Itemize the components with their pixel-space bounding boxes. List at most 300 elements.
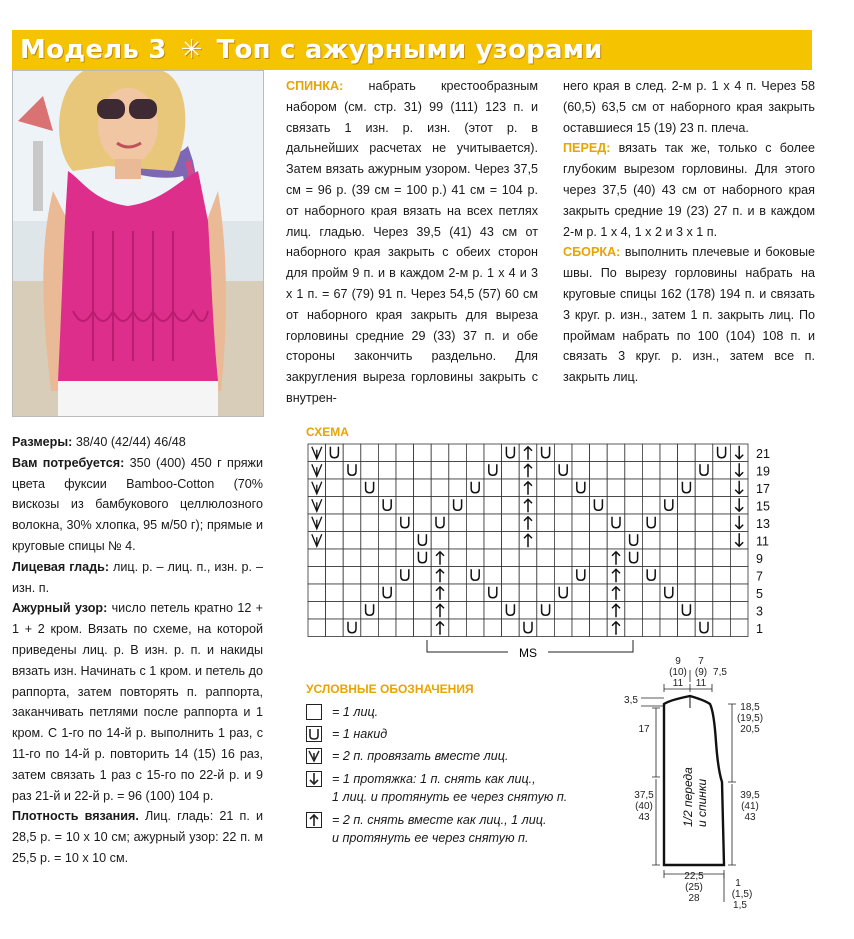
stockinette-paragraph [12,557,263,599]
sizes-paragraph [12,432,263,453]
chart-cell [361,532,379,550]
chart-cell [695,444,713,462]
dim-left-c2: (40) [635,801,653,812]
chart-cell [326,567,344,585]
chart-cell [554,619,572,637]
chart-cell [730,602,748,620]
chart-cell [695,584,713,602]
chart-cell [590,462,608,480]
chart-cell [449,462,467,480]
model-photo-illustration [13,71,263,416]
chart-cell [537,602,555,620]
chart-cell [642,584,660,602]
chart-cell [396,567,414,585]
back-value: набрать крестообразным набором (см. стр. 31) 99 (111) 123 п. и связать 1 изн. р. изн. (этот р. в дальнейших расчетах не учитывается). Затем вязать ажурным узором. Через 37,5 см = 96 р. (39 см = 100 р.) 41 см = 104 р. от наборного края вязать на всех петлях лиц. гладью. Через 39,5 (41) 43 см от наборного края закрыть с обеих сторон для пройм 9 п. и в каждом 2-м р. 1 х 4 и 3 х 1 п. = 67 (79) 91 п. Через 54,5 (57) 60 см от наборного края закрыть для выреза горловины средние 29 (33) 37 п. и обе стороны закончить раздельно. Для закругления выреза горловины закрыть с внутрен- [286,79,539,405]
row-label: 7 [756,569,763,584]
chart-cell [326,444,344,462]
knitting-chart [300,440,770,665]
chart-cell [660,584,678,602]
chart-cell [378,602,396,620]
row-label: 11 [756,534,769,549]
back-continued: него края в след. 2-м р. 1 х 4 п. Через 58 (60,5) 63,5 см от наборного края закрыть оставшиеся 15 (19) 23 п. плеча. [563,79,815,135]
dim-top-a2: (10) [669,667,687,678]
chart-cell [590,514,608,532]
legend-text-knit: = 1 лиц. [332,705,379,719]
double-decrease-icon [306,812,322,828]
materials-paragraph [12,453,263,557]
chart-cell [484,567,502,585]
chart-cell [590,584,608,602]
stockinette-label: Лицевая гладь: [12,559,110,574]
chart-cell [713,532,731,550]
chart-cell [713,602,731,620]
chart-cell [713,567,731,585]
chart-cell [678,497,696,515]
chart-cell [590,479,608,497]
chart-cell [678,444,696,462]
chart-cell [642,602,660,620]
assembly-value: выполнить плечевые и боковые швы. По вырезу горловины набрать на круговые спицы 162 (178) 194 п. и связать 3 круг. р. изн., затем 1 п. закрыть лиц. По проймам набрать по 100 (104) 108 п. и связать 3 круг. р. изн., затем все п. закрыть лиц. [563,245,815,385]
chart-cell [625,514,643,532]
chart-cell [625,497,643,515]
chart-cell [466,462,484,480]
legend-title: УСЛОВНЫЕ ОБОЗНАЧЕНИЯ [306,682,474,696]
dim-top-b2: (9) [694,667,708,678]
chart-cell [642,532,660,550]
chart-cell [484,532,502,550]
chart-cell [607,497,625,515]
chart-cell [537,584,555,602]
chart-cell [730,567,748,585]
chart-cell [572,584,590,602]
row-label: 5 [756,586,763,601]
chart-cell [678,532,696,550]
dim-top-c: 7,5 [713,667,727,678]
dim-top-a: 9 [675,656,681,667]
chart-cell [484,584,502,602]
chart-cell [502,479,520,497]
chart-cell [660,619,678,637]
chart-cell [554,514,572,532]
chart-cell [361,567,379,585]
sizes-value: 38/40 (42/44) 46/48 [75,435,186,449]
dim-bottom-b2: (1,5) [731,889,753,900]
chart-cell [642,497,660,515]
chart-cell [572,549,590,567]
right-column [563,76,815,388]
dim-top-b: 7 [698,656,704,667]
chart-cell [642,567,660,585]
dim-left-c: 37,5 [634,790,654,801]
chart-cell [326,497,344,515]
chart-cell [484,549,502,567]
chart-cell [502,462,520,480]
chart-cell [431,462,449,480]
sizes-label: Размеры: [12,435,73,449]
chart-cell [396,602,414,620]
row-label: 3 [756,604,763,619]
chart-cell [361,444,379,462]
chart-cell [431,479,449,497]
chart-cell [431,444,449,462]
chart-cell [361,514,379,532]
chart-cell [642,514,660,532]
row-label: 21 [756,446,770,461]
chart-cell [590,532,608,550]
chart-cell [449,567,467,585]
chart-cell [695,497,713,515]
chart-cell [590,549,608,567]
chart-cell [519,567,537,585]
chart-cell [642,479,660,497]
chart-cell [308,619,326,637]
dim-left-c3: 43 [638,812,650,823]
chart-cell [326,602,344,620]
dim-right-a2: (19,5) [736,713,764,724]
chart-row-labels [756,447,770,636]
middle-column [286,76,538,409]
chart-cell [378,532,396,550]
dim-right-a3: 20,5 [740,724,760,735]
chart-cell [519,584,537,602]
chart-cell [554,479,572,497]
chart-cell [326,462,344,480]
chart-cell [519,549,537,567]
chart-cell [502,497,520,515]
chart-cell [343,514,361,532]
chart-cell [713,514,731,532]
chart-cell [695,532,713,550]
chart-cell [449,514,467,532]
chart-cell [537,462,555,480]
chart-cell [343,462,361,480]
chart-cell [502,549,520,567]
chart-cell [378,462,396,480]
chart-cell [308,602,326,620]
chart-cell [713,619,731,637]
chart-cell [713,584,731,602]
dim-right-b3: 43 [744,812,756,823]
chart-cell [466,479,484,497]
chart-cell [396,444,414,462]
chart-cell [660,514,678,532]
chart-cell [537,479,555,497]
chart-cell [378,567,396,585]
dim-bottom-b: 1 [735,878,741,889]
chart-cell [343,619,361,637]
dim-left-b: 17 [638,724,650,735]
chart-cell [414,532,432,550]
chart-cell [326,532,344,550]
chart-cell [660,444,678,462]
chart-cell [466,549,484,567]
dim-right-a: 18,5 [740,702,760,713]
chart-cell [502,567,520,585]
chart-cell [378,497,396,515]
chart-cell [396,497,414,515]
row-label: 19 [756,464,770,479]
chart-cell [730,549,748,567]
chart-cell [484,514,502,532]
legend-text-ssk-1: = 1 протяжка: 1 п. снять как лиц., [332,772,536,786]
chart-cell [554,567,572,585]
chart-cell [484,462,502,480]
chart-cell [502,619,520,637]
chart-cell [554,497,572,515]
chart-cell [554,444,572,462]
chart-cell [660,567,678,585]
chart-cell [695,479,713,497]
dim-bottom-a2: (25) [685,882,703,893]
chart-cell [502,532,520,550]
star-icon: ✳ [180,35,203,65]
chart-cell [713,497,731,515]
chart-cell [695,549,713,567]
chart-cell [678,619,696,637]
chart-cell [678,602,696,620]
chart-cell [414,549,432,567]
dim-top-a3: 11 [672,678,684,689]
chart-cell [466,514,484,532]
chart-cell [396,619,414,637]
chart-cell [678,462,696,480]
yarn-over-icon [306,726,322,742]
chart-cell [396,549,414,567]
chart-cell [642,444,660,462]
legend-text-ssk-2: 1 лиц. и протянуть ее через снятую п. [332,790,568,804]
chart-cell [607,479,625,497]
chart-cell [642,619,660,637]
chart-cell [713,549,731,567]
empty-cell-icon [306,704,322,720]
chart-cell [449,497,467,515]
chart-cell [449,584,467,602]
schema-title: СХЕМА [306,425,349,439]
chart-cell [695,619,713,637]
front-label: ПЕРЕД: [563,141,611,156]
chart-cell [537,514,555,532]
chart-cell [396,584,414,602]
assembly-paragraph [563,242,815,388]
k2tog-icon [306,748,322,764]
chart-cell [572,514,590,532]
density-value: Лиц. гладь: 21 п. и 28,5 р. = 10 х 10 см; ажурный узор: 22 п. м 25,5 р. = 10 х 10 см. [12,809,263,865]
chart-cell [554,602,572,620]
chart-cell [502,514,520,532]
chart-cell [343,584,361,602]
chart-cell [695,567,713,585]
chart-cell [343,532,361,550]
chart-cell [396,514,414,532]
chart-cell [537,567,555,585]
legend-text-dd-2: и протянуть ее через снятую п. [332,831,529,845]
chart-cell [308,549,326,567]
chart-cell [678,479,696,497]
lace-label: Ажурный узор: [12,601,108,616]
row-label: 15 [756,499,770,514]
chart-cell [590,444,608,462]
schematic-label-1: 1/2 переда [681,767,695,827]
chart-cell [378,549,396,567]
chart-cell [431,532,449,550]
chart-cell [572,619,590,637]
legend-text-k2tog: = 2 п. провязать вместе лиц. [332,749,509,763]
chart-cell [326,479,344,497]
header-banner [12,30,812,70]
chart-cell [572,602,590,620]
chart-cell [554,532,572,550]
row-label: 1 [756,621,763,636]
chart-cell [466,444,484,462]
lace-value: число петель кратно 12 + 1 + 2 кром. Вязать по схеме, на которой приведены лиц. р. В изн. р. п. и накиды вязать изн. Начинать с 1 кром. и петель до раппорта, затем повторять п. раппорта, заканчивать петлями после раппорта и 1 кром. С 1-го по 14-й р. выполнить 1 раз, с 11-го по 14-й р. повторить 14 (15) 16 раз, затем связать 1 раз с 15-го по 22-й р. и 9 раз 21-й и 22-й р. = 96 (100) 104 р. [12,601,263,803]
chart-cell [396,479,414,497]
chart-cell [607,514,625,532]
chart-cell [678,567,696,585]
chart-cell [378,584,396,602]
legend-text-dd-1: = 2 п. снять вместе как лиц., 1 лиц. [332,813,547,827]
row-label: 9 [756,551,763,566]
chart-cell [695,602,713,620]
chart-cell [660,462,678,480]
chart-cell [414,462,432,480]
model-number: Модель 3 [20,35,167,65]
chart-cell [396,532,414,550]
chart-cell [590,602,608,620]
chart-cell [572,479,590,497]
assembly-label: СБОРКА: [563,245,621,260]
chart-cell [607,444,625,462]
chart-cell [361,462,379,480]
chart-cell [484,497,502,515]
chart-cell [554,584,572,602]
chart-cell [590,497,608,515]
chart-cell [414,514,432,532]
legend-text-yarn-over: = 1 накид [332,727,388,741]
chart-cell [713,462,731,480]
chart-cell [642,549,660,567]
chart-cell [572,462,590,480]
model-title: Топ с ажурными узорами [216,35,603,65]
chart-cell [361,549,379,567]
chart-cell [678,584,696,602]
chart-cell [414,584,432,602]
back-label: СПИНКА: [286,79,344,93]
front-paragraph [563,138,815,242]
chart-cell [414,619,432,637]
chart-cell [537,549,555,567]
chart-cell [572,567,590,585]
chart-cell [537,444,555,462]
chart-cell [326,549,344,567]
materials-value: 350 (400) 450 г пряжи цвета фуксии Bamboo-Cotton (70% вискозы из бамбукового целлюлозного волокна, 30% хлопка, 95 м/50 г); прямые и круговые спицы № 4. [12,455,264,553]
chart-cell [537,619,555,637]
lace-paragraph [12,598,263,806]
chart-cell [378,514,396,532]
chart-cell [343,549,361,567]
chart-cell [343,497,361,515]
chart-cell [396,462,414,480]
repeat-bracket [427,640,633,660]
chart-cell [625,602,643,620]
dim-left-a: 3,5 [624,695,638,706]
chart-cell [572,497,590,515]
dim-right-b2: (41) [741,801,759,812]
chart-cell [378,479,396,497]
left-column [12,432,263,869]
dim-bottom-a3: 28 [688,893,700,904]
chart-cell [449,444,467,462]
stockinette-value: лиц. р. – лиц. п., изн. р. – изн. п. [12,559,264,595]
chart-cell [361,497,379,515]
chart-cell [466,602,484,620]
chart-cell [308,584,326,602]
chart-cell [466,532,484,550]
repeat-label: MS [519,646,537,660]
chart-cell [713,479,731,497]
page-title [20,33,603,67]
chart-cell [466,497,484,515]
garment-schematic [612,652,812,914]
dim-top-b3: 11 [695,678,707,689]
chart-cell [625,584,643,602]
chart-cell [343,444,361,462]
chart-cell [414,567,432,585]
chart-cell [625,462,643,480]
chart-cell [695,462,713,480]
chart-cell [343,602,361,620]
dim-right-b: 39,5 [740,790,760,801]
dim-bottom-a: 22,5 [684,871,704,882]
chart-cell [590,567,608,585]
chart-cell [660,497,678,515]
schematic-label-2: и спинки [695,778,709,827]
chart-cell [660,549,678,567]
chart-cell [414,602,432,620]
row-label: 13 [756,516,770,531]
chart-cell [607,462,625,480]
chart-cell [449,532,467,550]
chart-cell [660,532,678,550]
density-label: Плотность вязания. [12,809,139,824]
chart-cell [361,584,379,602]
chart-cell [502,584,520,602]
chart-cell [572,444,590,462]
chart-cell [590,619,608,637]
ssk-icon [306,771,322,787]
chart-cell [343,479,361,497]
chart-cell [361,602,379,620]
chart-cell [343,567,361,585]
chart-cell [484,444,502,462]
chart-cell [730,619,748,637]
chart-cell [431,497,449,515]
chart-cell [308,567,326,585]
chart-cell [713,444,731,462]
chart-cell [625,479,643,497]
chart-cell [502,602,520,620]
back-paragraph [286,76,538,409]
chart-cell [449,602,467,620]
chart-cell [678,549,696,567]
chart-cell [695,514,713,532]
chart-cell [730,584,748,602]
chart-cell [607,532,625,550]
chart-cell [449,619,467,637]
chart-cell [431,514,449,532]
chart-cell [537,532,555,550]
chart-cell [554,462,572,480]
density-paragraph [12,806,263,868]
